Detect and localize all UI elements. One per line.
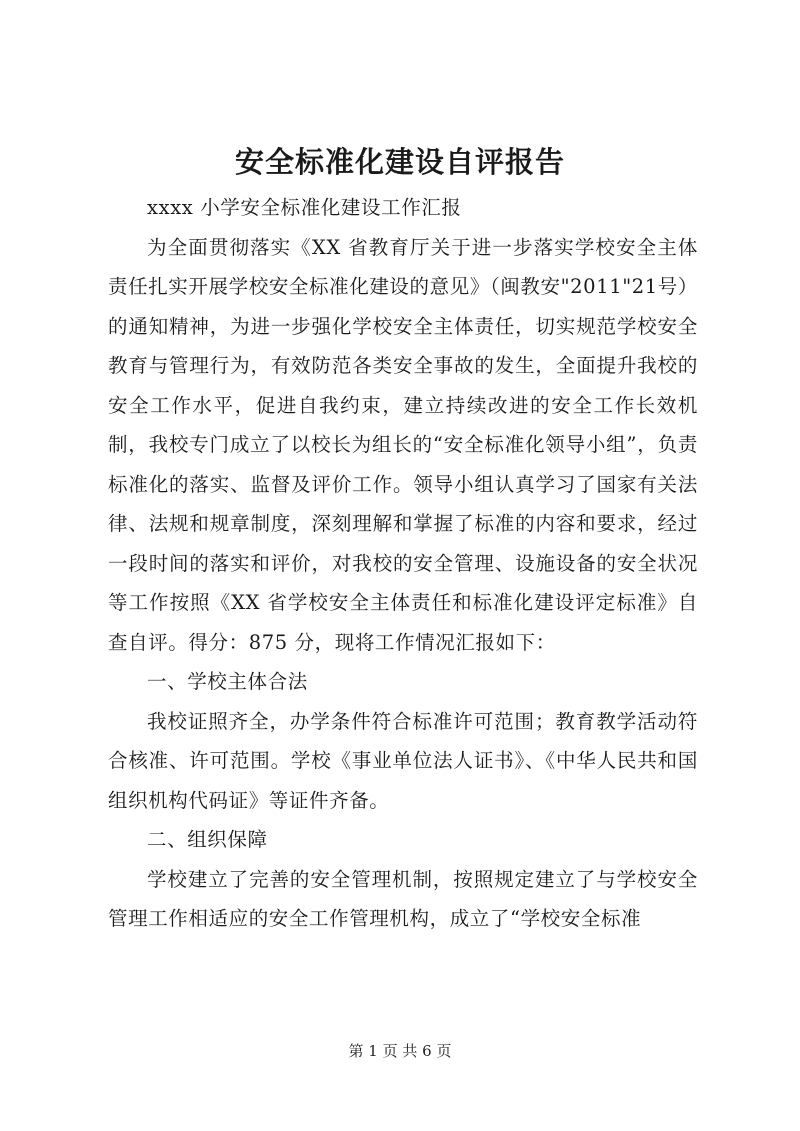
document-body: [108, 188, 698, 939]
document-subtitle: xxxx 小学安全标准化建设工作汇报: [147, 196, 462, 219]
section-heading-legal-entity: 一、学校主体合法: [147, 670, 308, 693]
section-heading-organization: 二、组织保障: [147, 828, 268, 851]
section-paragraph-organization: 学校建立了完善的安全管理机制，按照规定建立了与学校安全管理工作相适应的安全工作管理机构，成立了“学校安全标准: [108, 867, 698, 930]
section-paragraph-legal-entity: 我校证照齐全，办学条件符合标准许可范围；教育教学活动符合核准、许可范围。学校《事业单位法人证书》、《中华人民共和国组织机构代码证》等证件齐备。: [108, 709, 698, 812]
document-title: 安全标准化建设自评报告: [234, 145, 565, 179]
intro-paragraph: 为全面贯彻落实《XX 省教育厅关于进一步落实学校安全主体责任扎实开展学校安全标准化建设的意见》（闽教安"2011"21号）的通知精神，为进一步强化学校安全主体责任，切实规范学校安全教育与管理行为，有效防范各类安全事故的发生，全面提升我校的安全工作水平，促进自我约束，建立持续改进的安全工作长效机制，我校专门成立了以校长为组长的“安全标准化领导小组”，负责标准化的落实、监督及评价工作。领导小组认真学习了国家有关法律、法规和规章制度，深刻理解和掌握了标准的内容和要求，经过一段时间的落实和评价，对我校的安全管理、设施设备的安全状况等工作按照《XX 省学校安全主体责任和标准化建设评定标准》自查自评。得分：875 分，现将工作情况汇报如下：: [108, 235, 698, 654]
page-number-footer: 第 1 页 共 6 页: [348, 1042, 452, 1060]
